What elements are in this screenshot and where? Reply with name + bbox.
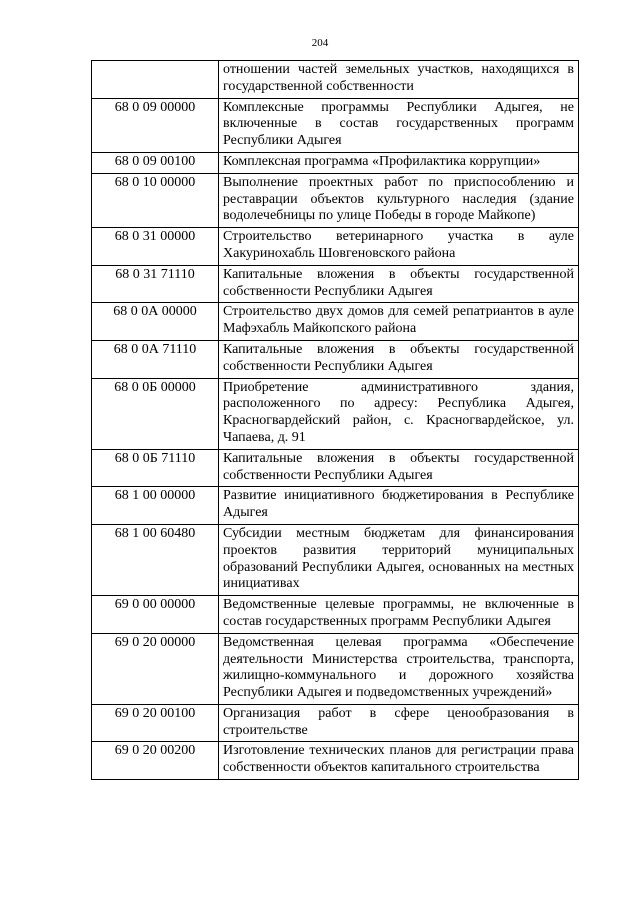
table-row — [92, 303, 579, 341]
table-row — [92, 704, 579, 742]
table-row — [92, 378, 579, 449]
table-row — [92, 265, 579, 303]
budget-classification-table — [91, 60, 579, 780]
row-code: 68 0 0Б 00000 — [92, 378, 219, 449]
row-code: 68 1 00 60480 — [92, 524, 219, 595]
row-name: Субсидии местным бюджетам для финансирования проектов развития территорий муниципальных образований Республики Адыгея, основанных на местных инициативах — [219, 524, 579, 595]
table-row — [92, 228, 579, 266]
row-code: 68 0 31 71110 — [92, 265, 219, 303]
table-row — [92, 742, 579, 780]
row-name: Капитальные вложения в объекты государственной собственности Республики Адыгея — [219, 449, 579, 487]
row-name: Развитие инициативного бюджетирования в Республике Адыгея — [219, 487, 579, 525]
row-name: Ведомственные целевые программы, не включенные в состав государственных программ Республики Адыгея — [219, 596, 579, 634]
row-code: 69 0 20 00000 — [92, 633, 219, 704]
table-row — [92, 449, 579, 487]
row-name: Комплексная программа «Профилактика коррупции» — [219, 152, 579, 173]
row-code: 68 0 10 00000 — [92, 173, 219, 227]
page-number: 204 — [311, 37, 329, 49]
table-row — [92, 173, 579, 227]
table-row — [92, 340, 579, 378]
row-code: 69 0 20 00100 — [92, 704, 219, 742]
row-name: Приобретение административного здания, расположенного по адресу: Республика Адыгея, Красногвардейский район, с. Красногвардейское, ул. Чапаева, д. 91 — [219, 378, 579, 449]
row-name: Комплексные программы Республики Адыгея, не включенные в состав государственных программ Республики Адыгея — [219, 98, 579, 152]
row-name: Выполнение проектных работ по приспособлению и реставрации объектов культурного наследия (здание водолечебницы по улице Победы в городе Майкопе) — [219, 173, 579, 227]
table-row — [92, 98, 579, 152]
table-row — [92, 152, 579, 173]
table-body — [92, 61, 579, 780]
table-row — [92, 524, 579, 595]
row-code: 69 0 20 00200 — [92, 742, 219, 780]
row-name: Капитальные вложения в объекты государственной собственности Республики Адыгея — [219, 265, 579, 303]
row-code: 69 0 00 00000 — [92, 596, 219, 634]
row-name: Строительство двух домов для семей репатриантов в ауле Мафэхабль Майкопского района — [219, 303, 579, 341]
row-name: Ведомственная целевая программа «Обеспечение деятельности Министерства строительства, транспорта, жилищно-коммунального и дорожного хозяйства Республики Адыгея и подведомственных учреждений» — [219, 633, 579, 704]
table-row — [92, 633, 579, 704]
row-code: 68 0 09 00100 — [92, 152, 219, 173]
row-code: 68 0 0Б 71110 — [92, 449, 219, 487]
row-name: отношении частей земельных участков, находящихся в государственной собственности — [219, 61, 579, 99]
row-code: 68 0 0А 71110 — [92, 340, 219, 378]
row-name: Организация работ в сфере ценообразования в строительстве — [219, 704, 579, 742]
row-code: 68 0 09 00000 — [92, 98, 219, 152]
row-code: 68 0 0А 00000 — [92, 303, 219, 341]
row-code: 68 1 00 00000 — [92, 487, 219, 525]
row-name: Изготовление технических планов для регистрации права собственности объектов капитального строительства — [219, 742, 579, 780]
table-row — [92, 487, 579, 525]
row-name: Строительство ветеринарного участка в ауле Хакуринохабль Шовгеновского района — [219, 228, 579, 266]
table-row — [92, 61, 579, 99]
row-code — [92, 61, 219, 99]
table-row — [92, 596, 579, 634]
row-name: Капитальные вложения в объекты государственной собственности Республики Адыгея — [219, 340, 579, 378]
row-code: 68 0 31 00000 — [92, 228, 219, 266]
